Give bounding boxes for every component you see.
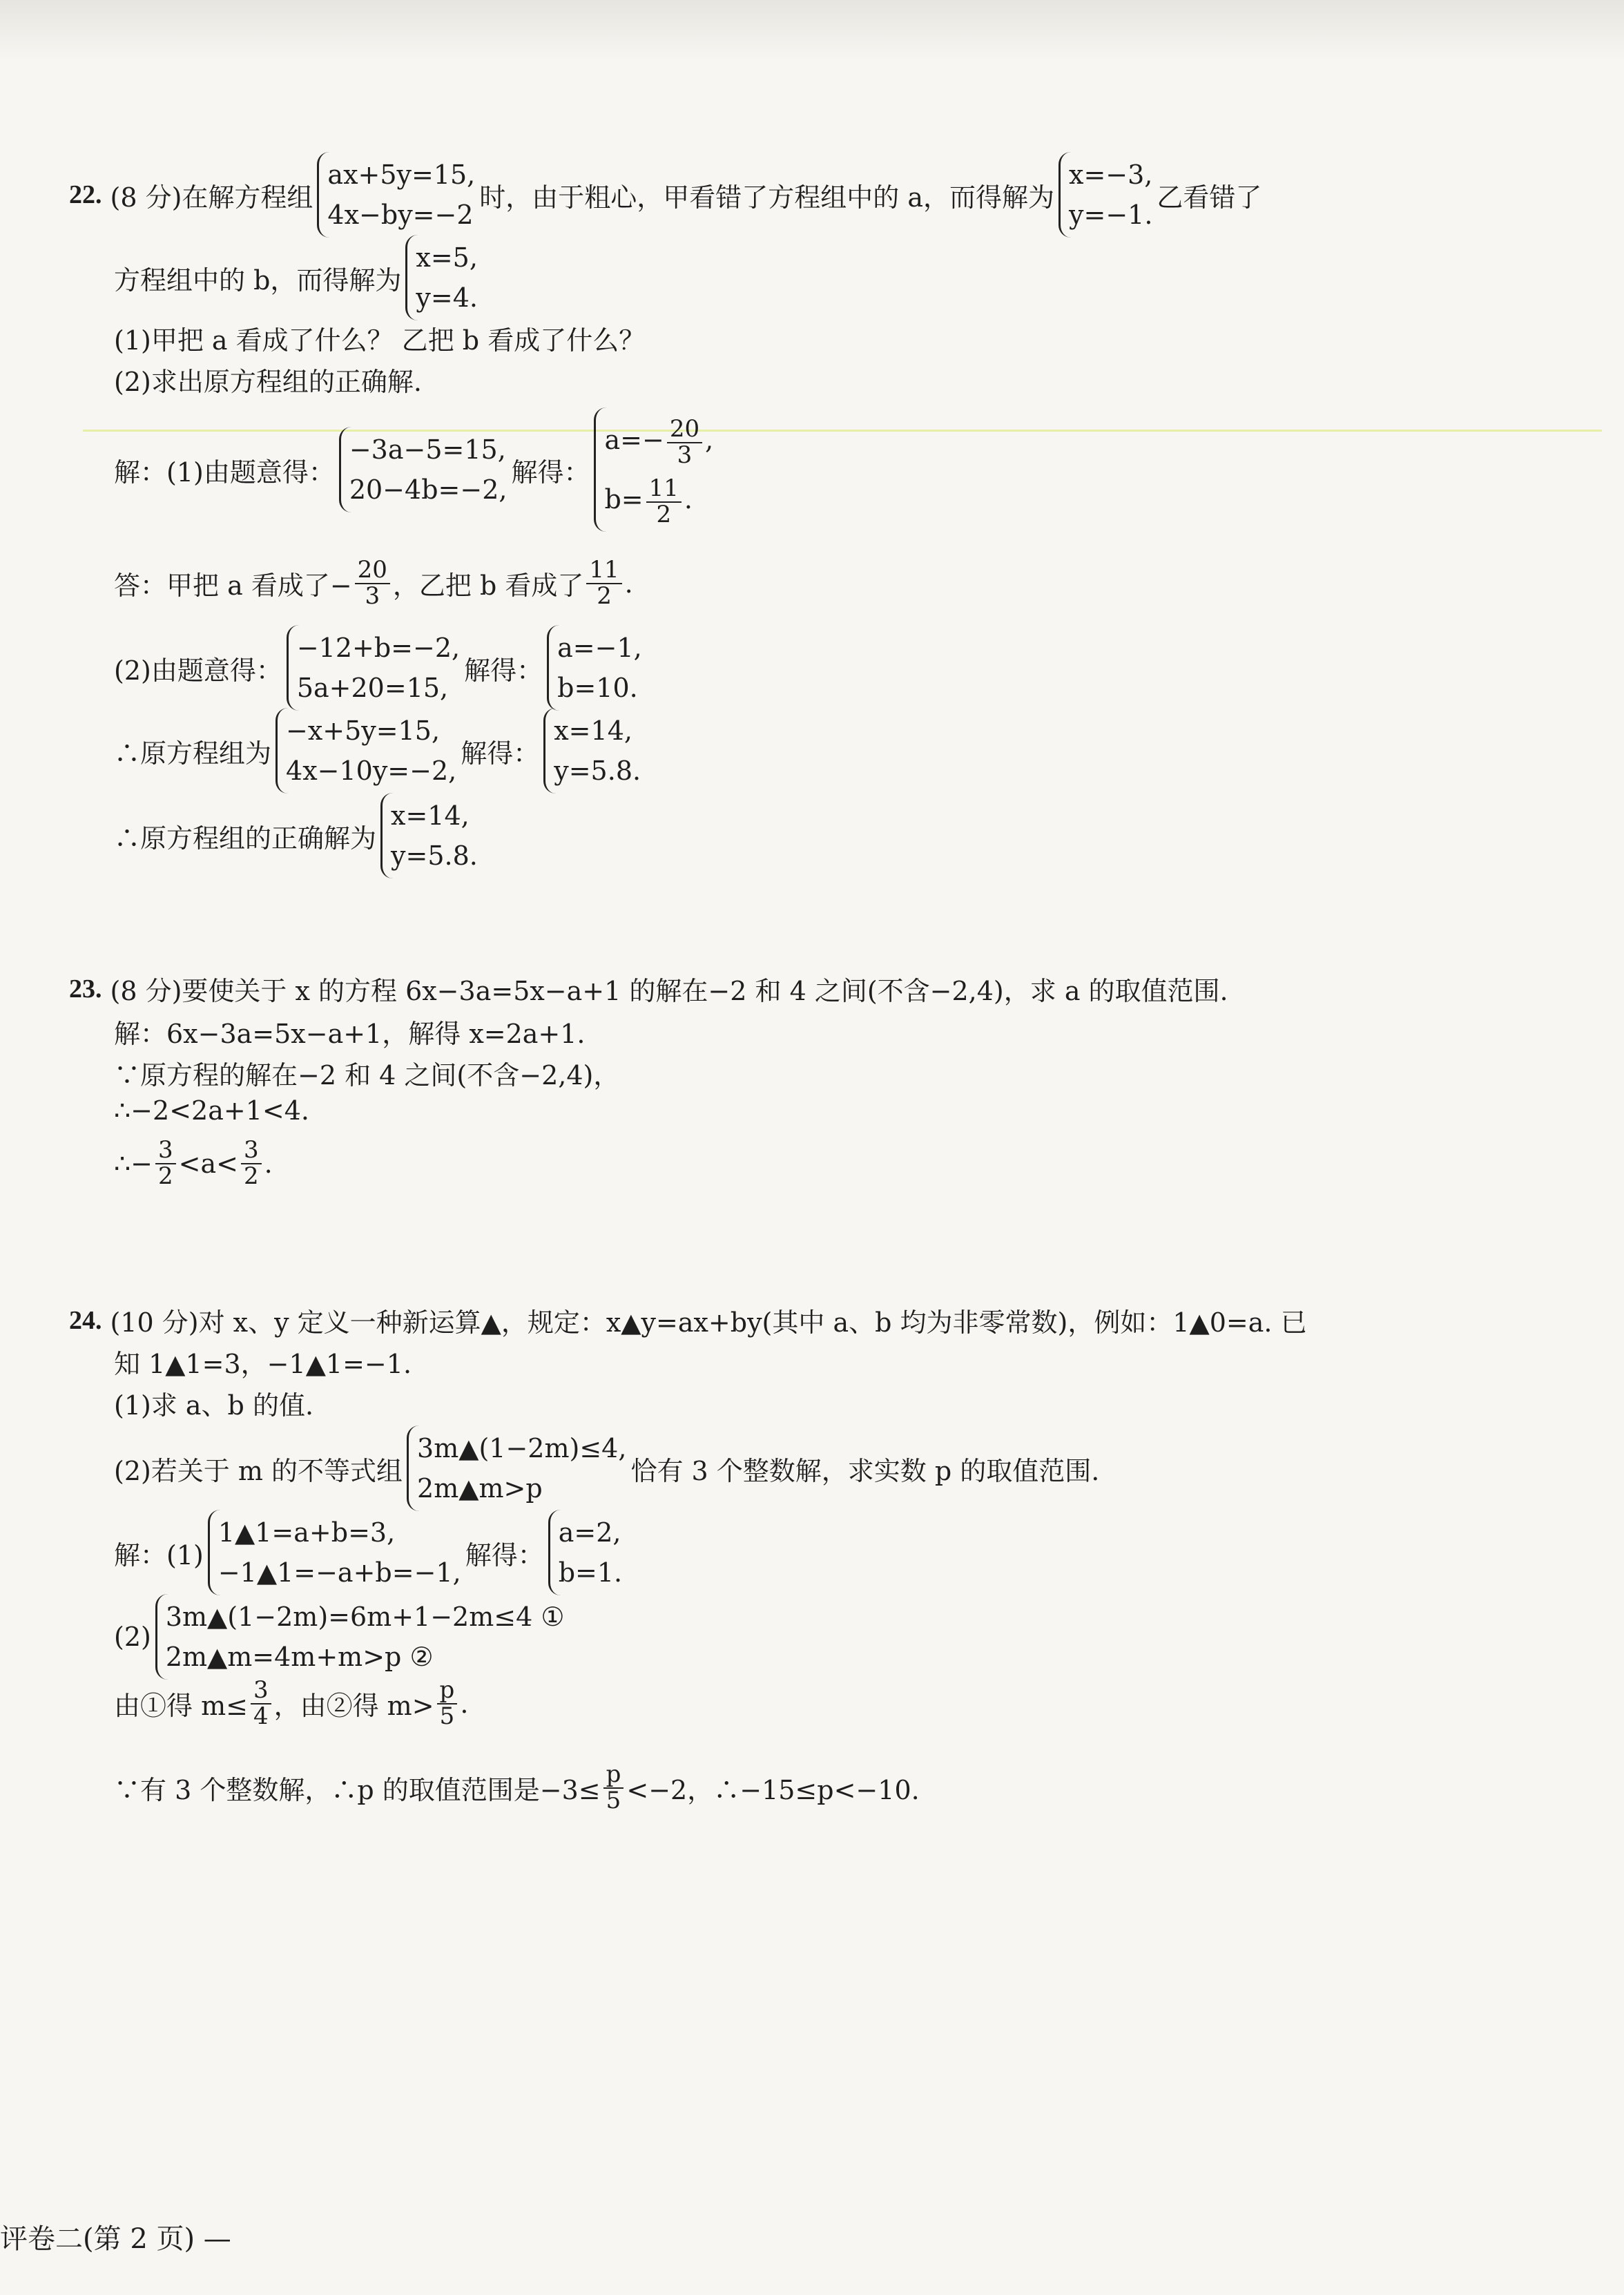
fraction: $\frac{p}{5}$ xyxy=(603,1763,624,1813)
fraction: $\frac{3}{2}$ xyxy=(155,1138,176,1189)
fraction: $\frac{p}{5}$ xyxy=(437,1678,458,1729)
fraction: $\frac{11}{2}$ xyxy=(586,558,621,608)
q22-system-jia: x=−3, y=−1. xyxy=(1058,152,1152,238)
page-footer: 评卷二(第 2 页) — xyxy=(0,2223,231,2255)
q22-solution-3: ∴原方程组为 −x+5y=15, 4x−10y=−2, 解得： x=14, y=5.8. xyxy=(114,708,645,794)
q22-part1: (1)甲把 a 看成了什么？ 乙把 b 看成了什么？ xyxy=(114,325,646,356)
q22-stem-line1: 22. (8 分)在解方程组 ax+5y=15, 4x−by=−2 时，由于粗心，甲看错了方程组中的 a，而得解为 x=−3, y=−1. 乙看错了 xyxy=(69,152,1262,238)
q22-part2: (2)求出原方程组的正确解. xyxy=(114,367,422,397)
q24-part2: (2)若关于 m 的不等式组 3m▲(1−2m)≤4, 2m▲m>p 恰有 3 个整数解，求实数 p 的取值范围. xyxy=(114,1425,1099,1511)
q22-solution-4: ∴原方程组的正确解为 x=14, y=5.8. xyxy=(114,793,482,878)
q22-system-main: ax+5y=15, 4x−by=−2 xyxy=(317,152,475,238)
q22-solution-2: (2)由题意得： −12+b=−2, 5a+20=15, 解得： a=−1, b=10. xyxy=(114,625,646,711)
q23-line-1: 解：6x−3a=5x−a+1，解得 x=2a+1. xyxy=(114,1019,586,1049)
q24-solution-4: ∵有 3 个整数解，∴p 的取值范围是−3≤ $\frac{p}{5}$ <−2，∴−15≤p<−10. xyxy=(114,1760,920,1814)
q22-stem-line2: 方程组中的 b，而得解为 x=5, y=4. xyxy=(114,235,482,320)
q22-sol1-result: a=− $\frac{20}{3}$ , b= $\frac{11}{2}$ . xyxy=(594,407,713,532)
q23-line-3: ∴−2<2a+1<4. xyxy=(114,1095,309,1126)
fraction: $\frac{3}{2}$ xyxy=(241,1138,262,1189)
q23-line-4: ∴− $\frac{3}{2}$ <a< $\frac{3}{2}$ . xyxy=(114,1136,273,1190)
q22-solution-1: 解：(1)由题意得： −3a−5=15, 20−4b=−2, 解得： a=− $\frac{20}{3}$ , b= $\frac{11}{2}$ . xyxy=(114,407,717,532)
q22-number: 22. xyxy=(69,180,102,209)
fraction: $\frac{20}{3}$ xyxy=(667,417,702,468)
q23-stem: 23. (8 分)要使关于 x 的方程 6x−3a=5x−a+1 的解在−2 和 4 之间(不含−2,4)，求 a 的取值范围. xyxy=(69,974,1228,1006)
q24-solution-2: (2) 3m▲(1−2m)=6m+1−2m≤4 ① 2m▲m=4m+m>p ② xyxy=(114,1594,568,1680)
q23-line-2: ∵原方程的解在−2 和 4 之间(不含−2,4)， xyxy=(114,1060,620,1091)
q24-part1: (1)求 a、b 的值. xyxy=(114,1390,314,1421)
q22-sol1-system: −3a−5=15, 20−4b=−2, xyxy=(339,427,508,512)
fraction: $\frac{3}{4}$ xyxy=(251,1678,271,1729)
q24-solution-3: 由①得 m≤ $\frac{3}{4}$ ，由②得 m> $\frac{p}{5}$ . xyxy=(114,1676,469,1730)
q24-stem-line1: 24. (10 分)对 x、y 定义一种新运算▲，规定：x▲y=ax+by(其中 a、b 均为非零常数)，例如：1▲0=a. 已 xyxy=(69,1305,1307,1338)
q24-stem-line2: 知 1▲1=3，−1▲1=−1. xyxy=(114,1349,412,1379)
q24-solution-1: 解：(1) 1▲1=a+b=3, −1▲1=−a+b=−1, 解得： a=2, b=1. xyxy=(114,1510,626,1595)
fraction: $\frac{11}{2}$ xyxy=(646,477,682,527)
fraction: $\frac{20}{3}$ xyxy=(355,558,390,608)
q24-number: 24. xyxy=(69,1305,102,1335)
q22-system-yi: x=5, y=4. xyxy=(405,235,478,320)
scan-edge xyxy=(0,0,1624,62)
q23-number: 23. xyxy=(69,974,102,1004)
q22-answer: 答：甲把 a 看成了− $\frac{20}{3}$ ，乙把 b 看成了 $\frac{11}{2}$ . xyxy=(114,556,633,610)
